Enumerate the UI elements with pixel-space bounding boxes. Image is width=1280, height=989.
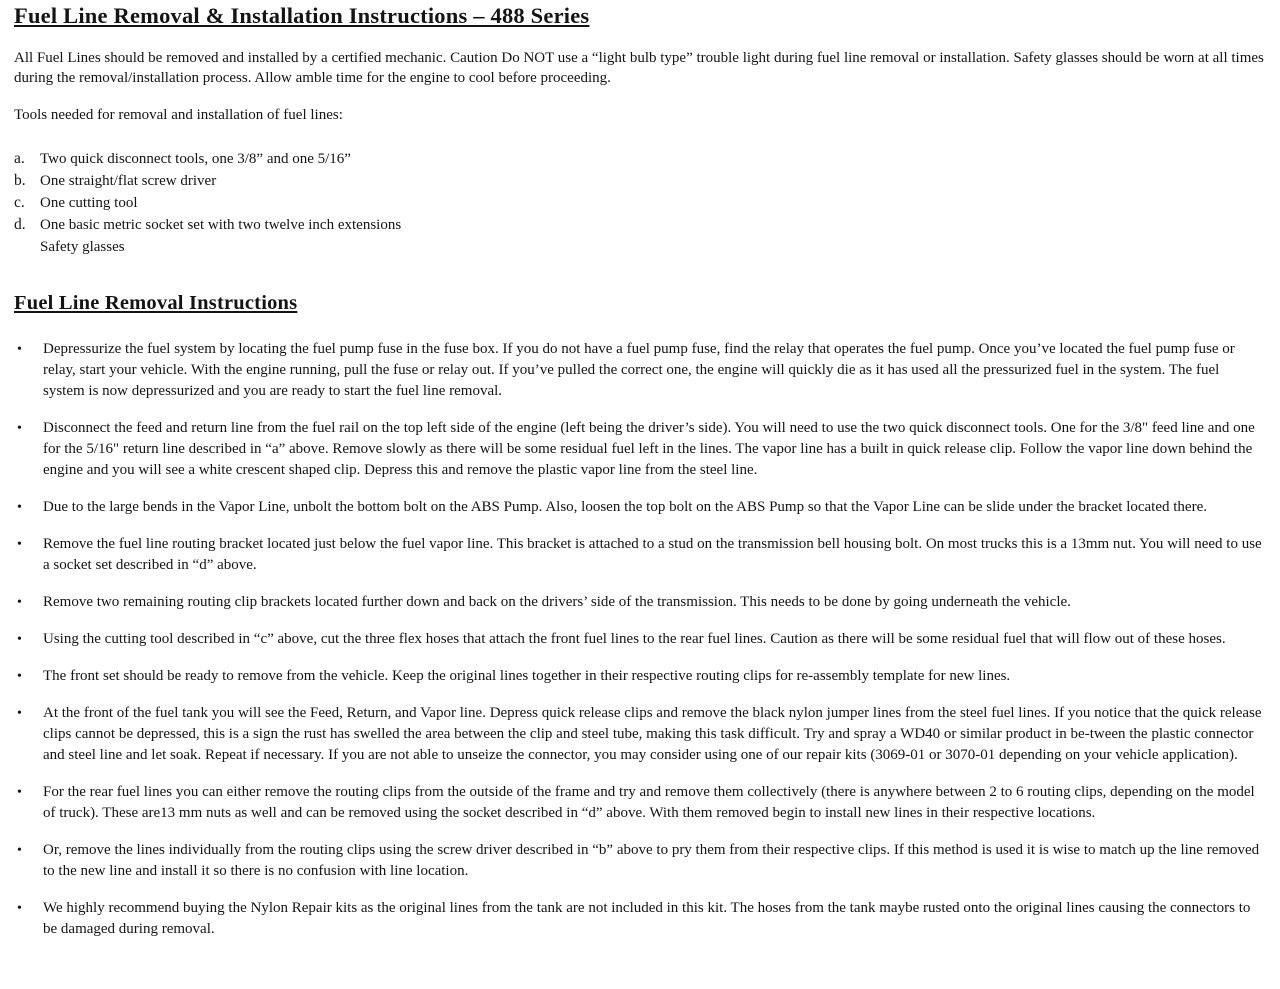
tool-note-text: Safety glasses	[40, 239, 125, 255]
tool-item	[14, 214, 1266, 236]
step-text: The front set should be ready to remove from the vehicle. Keep the original lines together in their respective routing clips for re-assembly template for new lines.	[43, 668, 1011, 684]
tool-marker: c.	[14, 194, 25, 211]
step-item	[14, 782, 1266, 824]
step-text: Due to the large bends in the Vapor Line, unbolt the bottom bolt on the ABS Pump. Also, loosen the top bolt on the ABS Pump so that the Vapor Line can be slide under the bracket located there.	[43, 499, 1207, 515]
tool-item	[14, 192, 1266, 214]
tools-list	[14, 148, 1266, 258]
step-text: Depressurize the fuel system by locating the fuel pump fuse in the fuse box. If you do not have a fuel pump fuse, find the relay that operates the fuel pump. Once you’ve located the fuel pump fuse or relay, start your vehicle. With the engine running, pull the fuse or relay out. If you’ve pulled the correct one, the engine will quickly die as it has used all the pressurized fuel in the system. The fuel system is now depressurized and you are ready to start the fuel line removal.	[43, 341, 1235, 399]
tool-item	[14, 148, 1266, 170]
section-heading: Fuel Line Removal Instructions	[14, 292, 298, 314]
step-item	[14, 339, 1266, 402]
tool-text: Two quick disconnect tools, one 3/8” and one 5/16”	[40, 151, 351, 167]
bullet-icon: •	[17, 706, 22, 721]
steps-list	[14, 339, 1266, 940]
bullet-icon: •	[17, 537, 22, 552]
step-item	[14, 703, 1266, 766]
document-title: Fuel Line Removal & Installation Instructions – 488 Series	[14, 3, 590, 28]
tool-text: One cutting tool	[40, 195, 138, 211]
step-item	[14, 898, 1266, 940]
intro-paragraph: All Fuel Lines should be removed and installed by a certified mechanic. Caution Do NOT use a “light bulb type” trouble light during fuel line removal or installation. Safety glasses should be worn at all times during the removal/installation process. Allow amble time for the engine to cool before proceeding.	[14, 50, 1264, 86]
bullet-icon: •	[17, 421, 22, 436]
tools-intro-line: Tools needed for removal and installation of fuel lines:	[14, 107, 343, 123]
tool-text: One straight/flat screw driver	[40, 173, 217, 189]
step-item	[14, 534, 1266, 576]
step-item	[14, 840, 1266, 882]
tool-item-note	[14, 236, 1266, 258]
bullet-icon: •	[17, 500, 22, 515]
bullet-icon: •	[17, 901, 22, 916]
step-item	[14, 497, 1266, 518]
step-text: Remove two remaining routing clip brackets located further down and back on the drivers’ side of the transmission. This needs to be done by going underneath the vehicle.	[43, 594, 1071, 610]
bullet-icon: •	[17, 595, 22, 610]
bullet-icon: •	[17, 843, 22, 858]
step-item	[14, 666, 1266, 687]
step-item	[14, 418, 1266, 481]
step-text: For the rear fuel lines you can either remove the routing clips from the outside of the frame and try and remove them collectively (there is anywhere between 2 to 6 routing clips, depending on the model of truck). These are13 mm nuts as well and can be removed using the socket described in “d” above. With them removed begin to install new lines in their respective locations.	[43, 784, 1255, 821]
bullet-icon: •	[17, 669, 22, 684]
step-text: We highly recommend buying the Nylon Repair kits as the original lines from the tank are not included in this kit. The hoses from the tank maybe rusted onto the original lines causing the connectors to be damaged during removal.	[43, 900, 1251, 937]
bullet-icon: •	[17, 342, 22, 357]
step-item	[14, 592, 1266, 613]
step-text: At the front of the fuel tank you will see the Feed, Return, and Vapor line. Depress quick release clips and remove the black nylon jumper lines from the steel fuel lines. If you notice that the quick release clips cannot be depressed, this is a sign the rust has swelled the area between the clip and steel tube, making this task difficult. Try and spray a WD40 or similar product in be-tween the plastic connector and steel line and let soak. Repeat if necessary. If you are not able to unseize the connector, you may consider using one of our repair kits (3069-01 or 3070-01 depending on your vehicle application).	[43, 705, 1262, 763]
step-text: Using the cutting tool described in “c” above, cut the three flex hoses that attach the front fuel lines to the rear fuel lines. Caution as there will be some residual fuel that will flow out of these hoses.	[43, 631, 1226, 647]
bullet-icon: •	[17, 632, 22, 647]
tool-marker: b.	[14, 172, 26, 189]
step-text: Disconnect the feed and return line from the fuel rail on the top left side of the engine (left being the driver’s side). You will need to use the two quick disconnect tools. One for the 3/8" feed line and one for the 5/16" return line described in “a” above. Remove slowly as there will be some residual fuel left in the lines. The vapor line has a built in quick release clip. Follow the vapor line down behind the engine and you will see a white crescent shaped clip. Depress this and remove the plastic vapor line from the steel line.	[43, 420, 1255, 478]
tool-marker: d.	[14, 216, 26, 233]
step-text: Or, remove the lines individually from the routing clips using the screw driver described in “b” above to pry them from their respective clips. If this method is used it is wise to match up the line removed to the new line and install it so there is no confusion with line location.	[43, 842, 1260, 879]
step-text: Remove the fuel line routing bracket located just below the fuel vapor line. This bracket is attached to a stud on the transmission bell housing bolt. On most trucks this is a 13mm nut. You will need to use a socket set described in “d” above.	[43, 536, 1262, 573]
tool-text: One basic metric socket set with two twelve inch extensions	[40, 217, 402, 233]
tool-marker: a.	[14, 150, 25, 167]
tool-item	[14, 170, 1266, 192]
step-item	[14, 629, 1266, 650]
bullet-icon: •	[17, 785, 22, 800]
